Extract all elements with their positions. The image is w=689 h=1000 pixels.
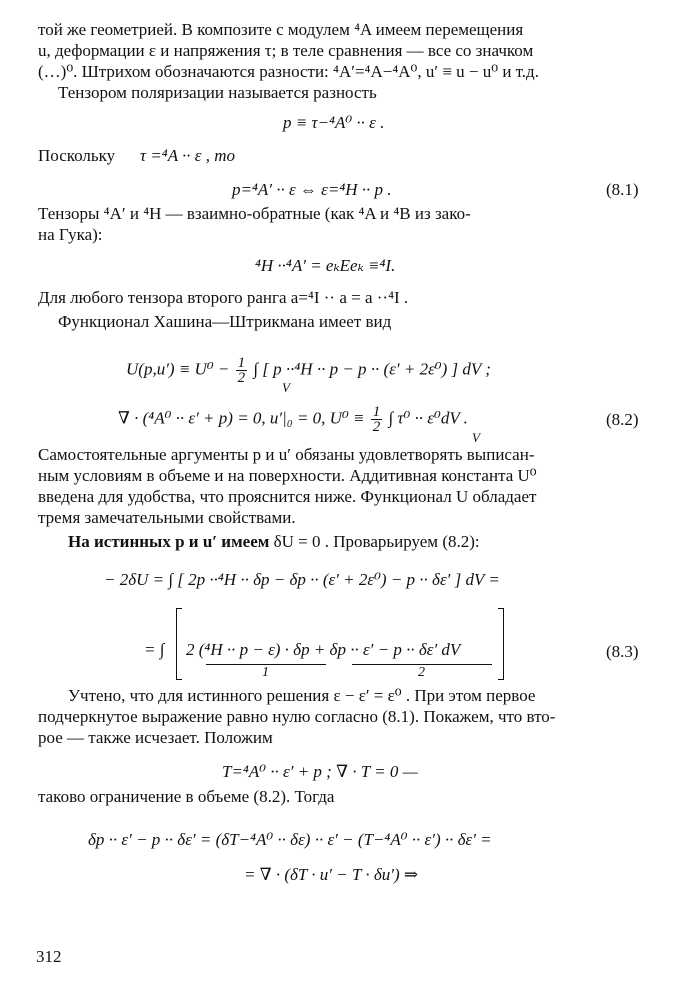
text-line-7: на Гука):	[38, 225, 103, 244]
constraint-right: ∫ τ⁰ ·· ε⁰dV .	[388, 408, 468, 428]
text-line-18: таково ограничение в объеме (8.2). Тогда	[38, 787, 335, 806]
text-line-2: u, деформации ε и напряжения τ; в теле сравнения — все со значком	[38, 41, 534, 60]
text-line-15: Учтено, что для истинного решения ε − ε′ = ε⁰ . При этом первое	[68, 686, 536, 705]
equation-number-8-3: (8.3)	[606, 642, 639, 661]
equation-hooke-inverse: ⁴H ··⁴A′ = eₖEeₖ ≡⁴I.	[255, 256, 396, 275]
equation-variation-2-body: 2 (⁴H ·· p − ε) · δp + δp ·· ε′ − p ·· δε′ dV	[186, 640, 461, 659]
right-bracket	[498, 608, 504, 680]
equation-8-1: p=⁴A′ ·· ε ⇔ ε=⁴H ·· p .	[232, 180, 392, 199]
functional-U-left: U(p,u′) ≡ U⁰ −	[126, 359, 230, 379]
integral-subscript-V: V	[282, 380, 290, 395]
text-line-1: той же геометрией. В композите с модулем ⁴A имеем перемещения	[38, 20, 524, 39]
functional-U-right: ∫ [ p ··⁴H ·· p − p ·· (ε′ + 2ε⁰) ] dV ;	[253, 359, 491, 379]
page-number: 312	[36, 947, 62, 966]
bold-phrase: На истинных p и u′ имеем	[68, 532, 270, 551]
left-bracket	[176, 608, 182, 680]
equation-number-8-2: (8.2)	[606, 410, 639, 429]
equation-8-2	[118, 405, 468, 434]
equation-variation-2-integral: = ∫	[144, 640, 165, 659]
equation-polarization: p ≡ τ−⁴A⁰ ·· ε .	[283, 113, 385, 132]
underline-label-2: 2	[418, 665, 425, 680]
text-line-9: Функционал Хашина—Штрикмана имеет вид	[58, 312, 392, 331]
text-line-17: рое — также исчезает. Положим	[38, 728, 273, 747]
equation-tau: τ =⁴A ·· ε , то	[140, 146, 236, 165]
text-line-12: введена для удобства, что прояснится ниже. Функционал U обладает	[38, 487, 537, 506]
underline-label-1: 1	[262, 665, 269, 680]
fraction-one-half-2: $\frac{1}{2}$	[372, 404, 381, 435]
equation-variation-1: − 2δU = ∫ [ 2p ··⁴H ·· δp − δp ·· (ε′ + 2ε⁰) − p ·· δε′ ] dV =	[104, 570, 500, 589]
fraction-one-half: $\frac{1}{2}$	[237, 355, 246, 386]
equation-T: T=⁴A⁰ ·· ε′ + p ; ∇ · T = 0 —	[222, 762, 418, 781]
text-line-14	[68, 532, 480, 552]
text-line-6: Тензоры ⁴A′ и ⁴H — взаимно-обратные (как ⁴A и ⁴B из зако-	[38, 204, 471, 223]
equation-final-2: = ∇ · (δT · u′ − T · δu′) ⇒	[244, 865, 419, 884]
text-line-13: тремя замечательными свойствами.	[38, 508, 296, 527]
text-line-8: Для любого тензора второго ранга a=⁴I ·· a = a ··⁴I .	[38, 288, 409, 307]
text-line-4: Тензором поляризации называется разность	[58, 83, 377, 102]
text-line-11: ным условиям в объеме и на поверхности. Аддитивная константа U⁰	[38, 466, 537, 485]
equation-final-1: δp ·· ε′ − p ·· δε′ = (δT−⁴A⁰ ·· δε) ·· ε′ − (T−⁴A⁰ ·· ε′) ·· δε′ =	[88, 830, 492, 849]
text-line-5a: Поскольку	[38, 146, 116, 165]
text-line-16: подчеркнутое выражение равно нулю согласно (8.1). Покажем, что вто-	[38, 707, 556, 726]
equation-number-8-1: (8.1)	[606, 180, 639, 199]
equation-functional-U	[126, 356, 491, 385]
text-line-10: Самостоятельные аргументы p и u′ обязаны удовлетворять выписан-	[38, 445, 535, 464]
integral-subscript-V-2: V	[472, 430, 480, 445]
text-line-14-rest: δU = 0 . Проварьируем (8.2):	[269, 532, 480, 551]
constraint-left: ∇ · (⁴A⁰ ·· ε′ + p) = 0, u′|₀ = 0, U⁰ ≡	[118, 408, 365, 428]
text-line-3: (…)⁰. Штрихом обозначаются разности: ⁴A′=⁴A−⁴A⁰, u′ ≡ u − u⁰ и т.д.	[38, 62, 539, 81]
